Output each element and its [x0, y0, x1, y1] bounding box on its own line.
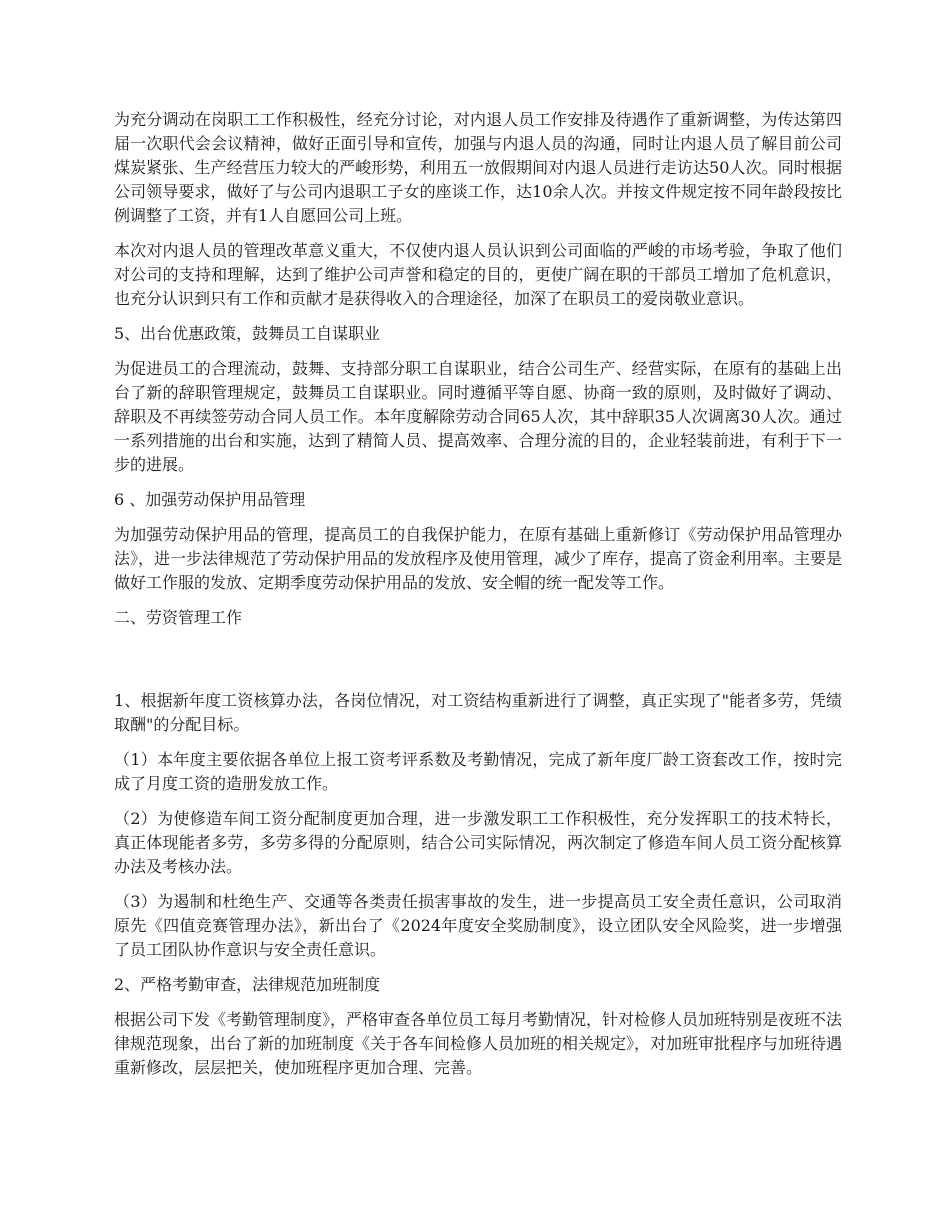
heading-attendance-review: 2、严格考勤审查，法律规范加班制度	[114, 975, 381, 994]
paragraph-labor-protection: 为加强劳动保护用品的管理，提高员工的自我保护能力，在原有基础上重新修订《劳动保护用品管理办法》，进一步法律规范了劳动保护用品的发放程序及使用管理，减少了库存，提高了资金利用率。主要是做好工作服的发放、定期季度劳动保护用品的发放、安全帽的统一配发等工作。	[114, 525, 843, 592]
paragraph-wage-item-3: （3）为遏制和杜绝生产、交通等各类责任损害事故的发生，进一步提高员工安全责任意识，公司取消原先《四值竞赛管理办法》，新出台了《2024年度安全奖励制度》，设立团队安全风险奖，进一步增强了员工团队协作意识与安全责任意识。	[114, 892, 842, 959]
section-heading-labor-wage: 二、劳资管理工作	[114, 608, 243, 627]
paragraph-wage-adjustment: 1、根据新年度工资核算办法，各岗位情况，对工资结构重新进行了调整，真正实现了"能者多劳，凭绩取酬"的分配目标。	[114, 691, 842, 734]
paragraph-retired-staff-arrangement: 为充分调动在岗职工工作积极性，经充分讨论，对内退人员工作安排及待遇作了重新调整，为传达第四届一次职代会会议精神，做好正面引导和宣传，加强与内退人员的沟通，同时让内退人员了解目前公司煤炭紧张、生产经营压力较大的严峻形势，利用五一放假期间对内退人员进行走访达50人次。同时根据公司领导要求，做好了与公司内退职工子女的座谈工作，达10余人次。并按文件规定按不同年龄段按比例调整了工资，并有1人自愿回公司上班。	[114, 110, 842, 225]
paragraph-overtime-rules: 根据公司下发《考勤管理制度》，严格审查各单位员工每月考勤情况，针对检修人员加班特别是夜班不法律规范现象，出台了新的加班制度《关于各车间检修人员加班的相关规定》，对加班审批程序与加班待遇重新修改，层层把关，使加班程序更加合理、完善。	[114, 1010, 843, 1077]
document-body	[114, 108, 842, 1091]
paragraph-wage-item-1: （1）本年度主要依据各单位上报工资考评系数及考勤情况，完成了新年度厂龄工资套改工作，按时完成了月度工资的造册发放工作。	[114, 750, 842, 793]
paragraph-reform-significance: 本次对内退人员的管理改革意义重大，不仅使内退人员认识到公司面临的严峻的市场考验，争取了他们对公司的支持和理解，达到了维护公司声誉和稳定的目的，更使广阔在职的干部员工增加了危机意识，也充分认识到只有工作和贡献才是获得收入的合理途径，加深了在职员工的爱岗敬业意识。	[114, 241, 842, 308]
section-spacer	[114, 641, 842, 689]
heading-self-employment-policy: 5、出台优惠政策，鼓舞员工自谋职业	[114, 324, 381, 343]
paragraph-wage-item-2: （2）为使修造车间工资分配制度更加合理，进一步激发职工工作积极性，充分发挥职工的技术特长，真正体现能者多劳，多劳多得的分配原则，结合公司实际情况，两次制定了修造车间人员工资分配核算办法及考核办法。	[114, 809, 842, 876]
heading-labor-protection: 6 、加强劳动保护用品管理	[114, 490, 306, 509]
paragraph-resignation-management: 为促进员工的合理流动，鼓舞、支持部分职工自谋职业，结合公司生产、经营实际，在原有的基础上出台了新的辞职管理规定，鼓舞员工自谋职业。同时遵循平等自愿、协商一致的原则，及时做好了调动、辞职及不再续签劳动合同人员工作。本年度解除劳动合同65人次，其中辞职35人次调离30人次。通过一系列措施的出台和实施，达到了精简人员、提高效率、合理分流的目的，企业轻装前进，有利于下一步的进展。	[114, 359, 842, 474]
